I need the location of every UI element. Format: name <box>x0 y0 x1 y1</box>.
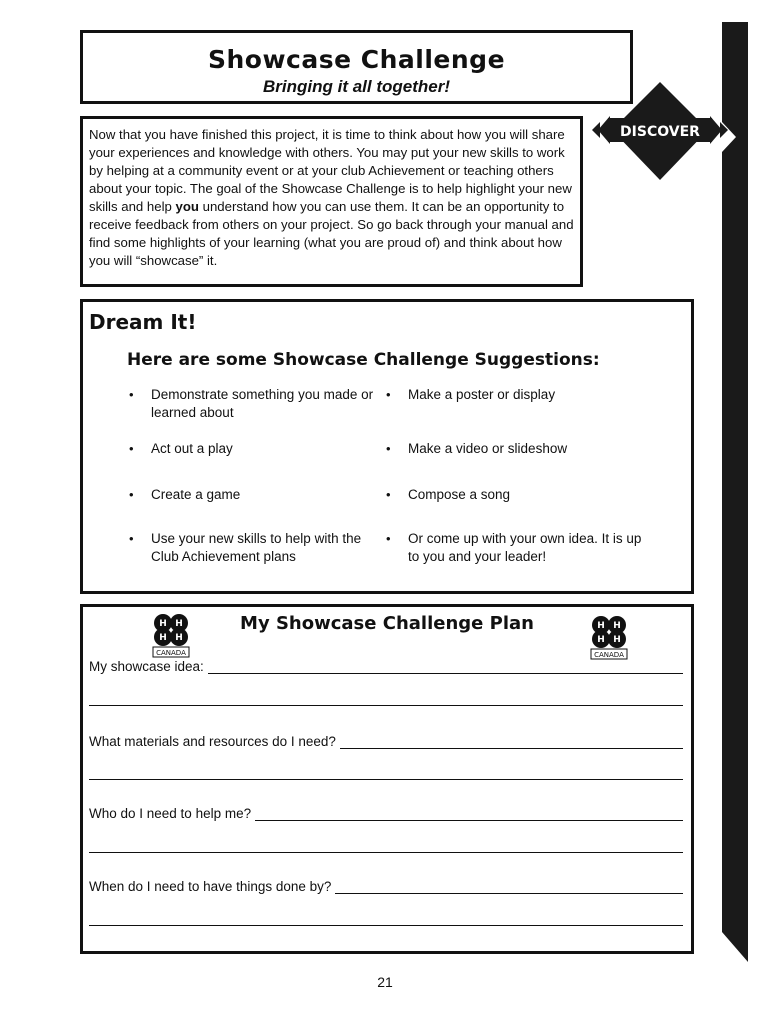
svg-text:H: H <box>613 621 621 631</box>
suggestions-heading: Here are some Showcase Challenge Suggestions: <box>127 350 600 370</box>
suggestion-item <box>129 440 377 458</box>
dream-it-heading: Dream It! <box>89 310 197 334</box>
four-h-clover-icon <box>145 609 197 659</box>
question-label: My showcase idea: <box>89 659 204 674</box>
plan-box <box>80 604 694 954</box>
question-row <box>89 879 683 894</box>
suggestion-text: Act out a play <box>151 441 233 456</box>
answer-line[interactable] <box>89 779 683 780</box>
intro-text <box>89 126 574 270</box>
bullet-icon: • <box>129 531 134 546</box>
svg-text:H: H <box>613 635 621 645</box>
suggestion-text: Or come up with your own idea. It is up to you and your leader! <box>408 531 642 564</box>
four-h-clover-icon <box>583 611 635 661</box>
bullet-icon: • <box>386 387 391 402</box>
suggestion-text: Demonstrate something you made or learned about <box>151 387 374 420</box>
suggestion-text: Use your new skills to help with the Club Achievement plans <box>151 531 362 564</box>
suggestion-text: Make a video or slideshow <box>408 441 568 456</box>
suggestion-text: Compose a song <box>408 487 511 502</box>
suggestion-item <box>386 530 648 566</box>
question-row <box>89 659 683 674</box>
answer-line[interactable] <box>89 705 683 706</box>
suggestion-item <box>129 530 377 566</box>
svg-text:H: H <box>159 619 167 629</box>
suggestion-item <box>129 486 377 504</box>
intro-text-part-1: Now that you have finished this project, it is time to think about how you will share your experiences and knowledge with others. You may put your new skills to work by helping at a community event or at your club Achievement or teaching others about your topic. The goal of the Showcase Challenge is to help highlight your new skills and help <box>89 127 572 214</box>
discover-badge <box>588 80 743 182</box>
bullet-icon: • <box>386 487 391 502</box>
svg-text:H: H <box>159 633 167 643</box>
answer-line[interactable] <box>208 659 683 674</box>
intro-box <box>80 116 583 287</box>
plan-heading: My Showcase Challenge Plan <box>240 613 534 634</box>
question-row <box>89 734 683 749</box>
intro-text-part-2: understand how you can use them. It can be an opportunity to receive feedback from others on your project. So go back through your manual and find some highlights of your learning (what you are proud of) and think about how you will “showcase” it. <box>89 199 574 268</box>
answer-line[interactable] <box>255 806 683 821</box>
svg-text:H: H <box>597 635 605 645</box>
bullet-icon: • <box>386 531 391 546</box>
bullet-icon: • <box>129 487 134 502</box>
question-row <box>89 806 683 821</box>
bullet-icon: • <box>386 441 391 456</box>
bullet-icon: • <box>129 441 134 456</box>
answer-line[interactable] <box>89 852 683 853</box>
question-label: When do I need to have things done by? <box>89 879 332 894</box>
page-number: 21 <box>377 974 393 990</box>
intro-text-bold: you <box>175 199 199 214</box>
logo-label: CANADA <box>594 651 624 659</box>
bullet-icon: • <box>129 387 134 402</box>
suggestion-item <box>386 486 648 504</box>
question-label: Who do I need to help me? <box>89 806 252 821</box>
answer-line[interactable] <box>89 925 683 926</box>
question-label: What materials and resources do I need? <box>89 734 336 749</box>
title-box <box>80 30 633 104</box>
svg-text:H: H <box>175 633 183 643</box>
answer-line[interactable] <box>335 879 683 894</box>
svg-text:H: H <box>175 619 183 629</box>
dream-it-box <box>80 299 694 594</box>
suggestion-item <box>129 386 377 422</box>
suggestion-item <box>386 440 648 458</box>
svg-text:H: H <box>597 621 605 631</box>
discover-label: DISCOVER <box>620 124 700 140</box>
answer-line[interactable] <box>340 734 683 749</box>
suggestion-text: Make a poster or display <box>408 387 556 402</box>
suggestion-text: Create a game <box>151 487 241 502</box>
page-subtitle: Bringing it all together! <box>263 77 450 96</box>
logo-label: CANADA <box>156 649 186 657</box>
page-title: Showcase Challenge <box>207 45 506 74</box>
suggestion-item <box>386 386 648 404</box>
